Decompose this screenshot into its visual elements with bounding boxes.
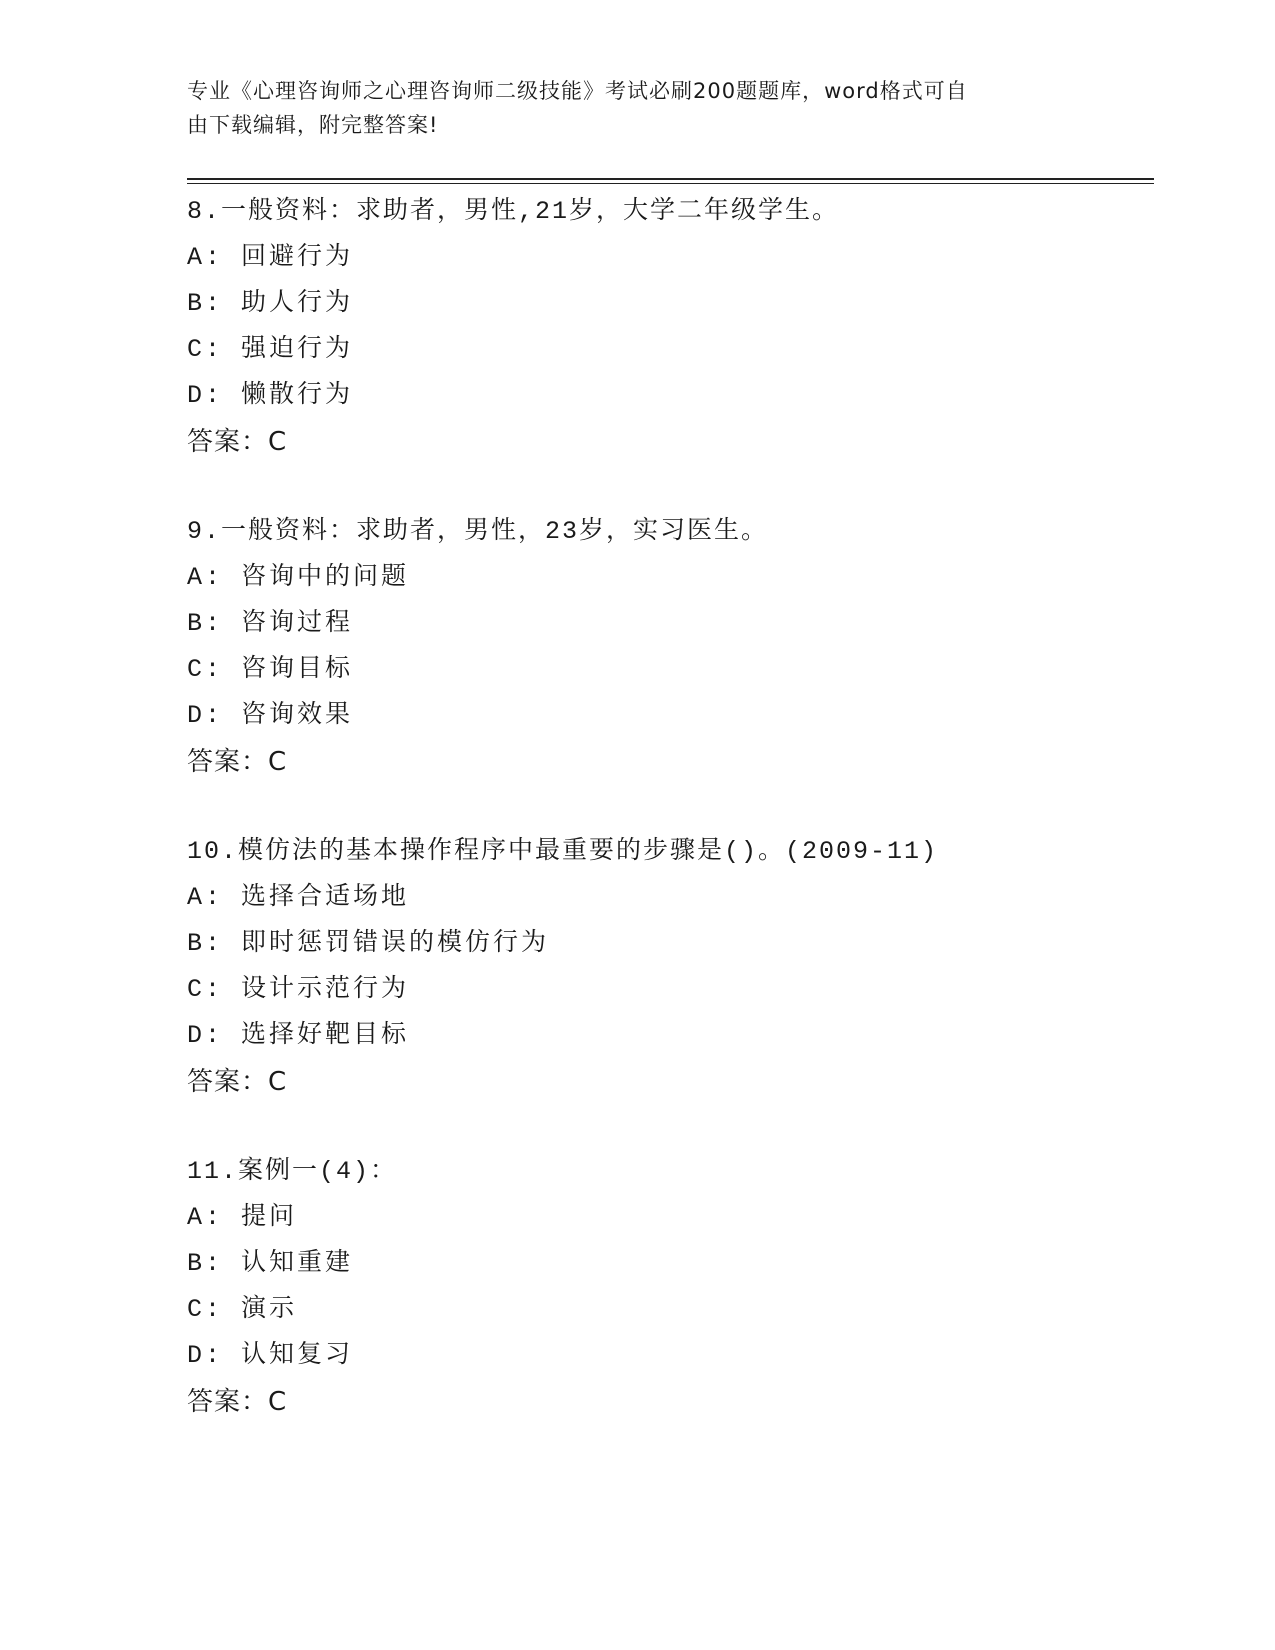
answer-line: 答案：C — [187, 1387, 288, 1417]
header-divider-thin — [187, 183, 1154, 184]
answer-line: 答案：C — [187, 747, 288, 777]
question-8 — [187, 189, 1154, 465]
answer-line: 答案：C — [187, 427, 288, 457]
option-c: C: 咨询目标 — [187, 655, 354, 684]
question-spacer — [187, 1105, 1154, 1149]
option-a: A: 选择合适场地 — [187, 883, 410, 912]
option-d: D: 认知复习 — [187, 1341, 354, 1370]
option-b: B: 即时惩罚错误的模仿行为 — [187, 929, 550, 958]
option-d: D: 咨询效果 — [187, 701, 354, 730]
option-b: B: 咨询过程 — [187, 609, 354, 638]
option-a: A: 咨询中的问题 — [187, 563, 410, 592]
option-b: B: 认知重建 — [187, 1249, 354, 1278]
option-b: B: 助人行为 — [187, 289, 354, 318]
question-spacer — [187, 465, 1154, 509]
document-header — [187, 74, 1067, 142]
option-c: C: 强迫行为 — [187, 335, 354, 364]
question-spacer — [187, 785, 1154, 829]
option-c: C: 演示 — [187, 1295, 298, 1324]
question-stem: 10.模仿法的基本操作程序中最重要的步骤是()。(2009-11) — [187, 837, 939, 866]
question-9 — [187, 509, 1154, 785]
question-stem: 9.一般资料：求助者，男性，23岁，实习医生。 — [187, 517, 769, 546]
question-stem: 11.案例一(4)： — [187, 1157, 398, 1186]
header-line-1: 专业《心理咨询师之心理咨询师二级技能》考试必刷200题题库，word格式可自 — [187, 79, 968, 103]
header-divider-thick — [187, 178, 1154, 180]
question-10 — [187, 829, 1154, 1105]
option-d: D: 选择好靶目标 — [187, 1021, 410, 1050]
option-c: C: 设计示范行为 — [187, 975, 410, 1004]
question-list — [187, 189, 1154, 1425]
option-d: D: 懒散行为 — [187, 381, 354, 410]
question-stem: 8.一般资料：求助者，男性,21岁，大学二年级学生。 — [187, 197, 840, 226]
header-line-2: 由下载编辑，附完整答案! — [187, 113, 439, 137]
option-a: A: 回避行为 — [187, 243, 354, 272]
option-a: A: 提问 — [187, 1203, 298, 1232]
question-11 — [187, 1149, 1154, 1425]
answer-line: 答案：C — [187, 1067, 288, 1097]
